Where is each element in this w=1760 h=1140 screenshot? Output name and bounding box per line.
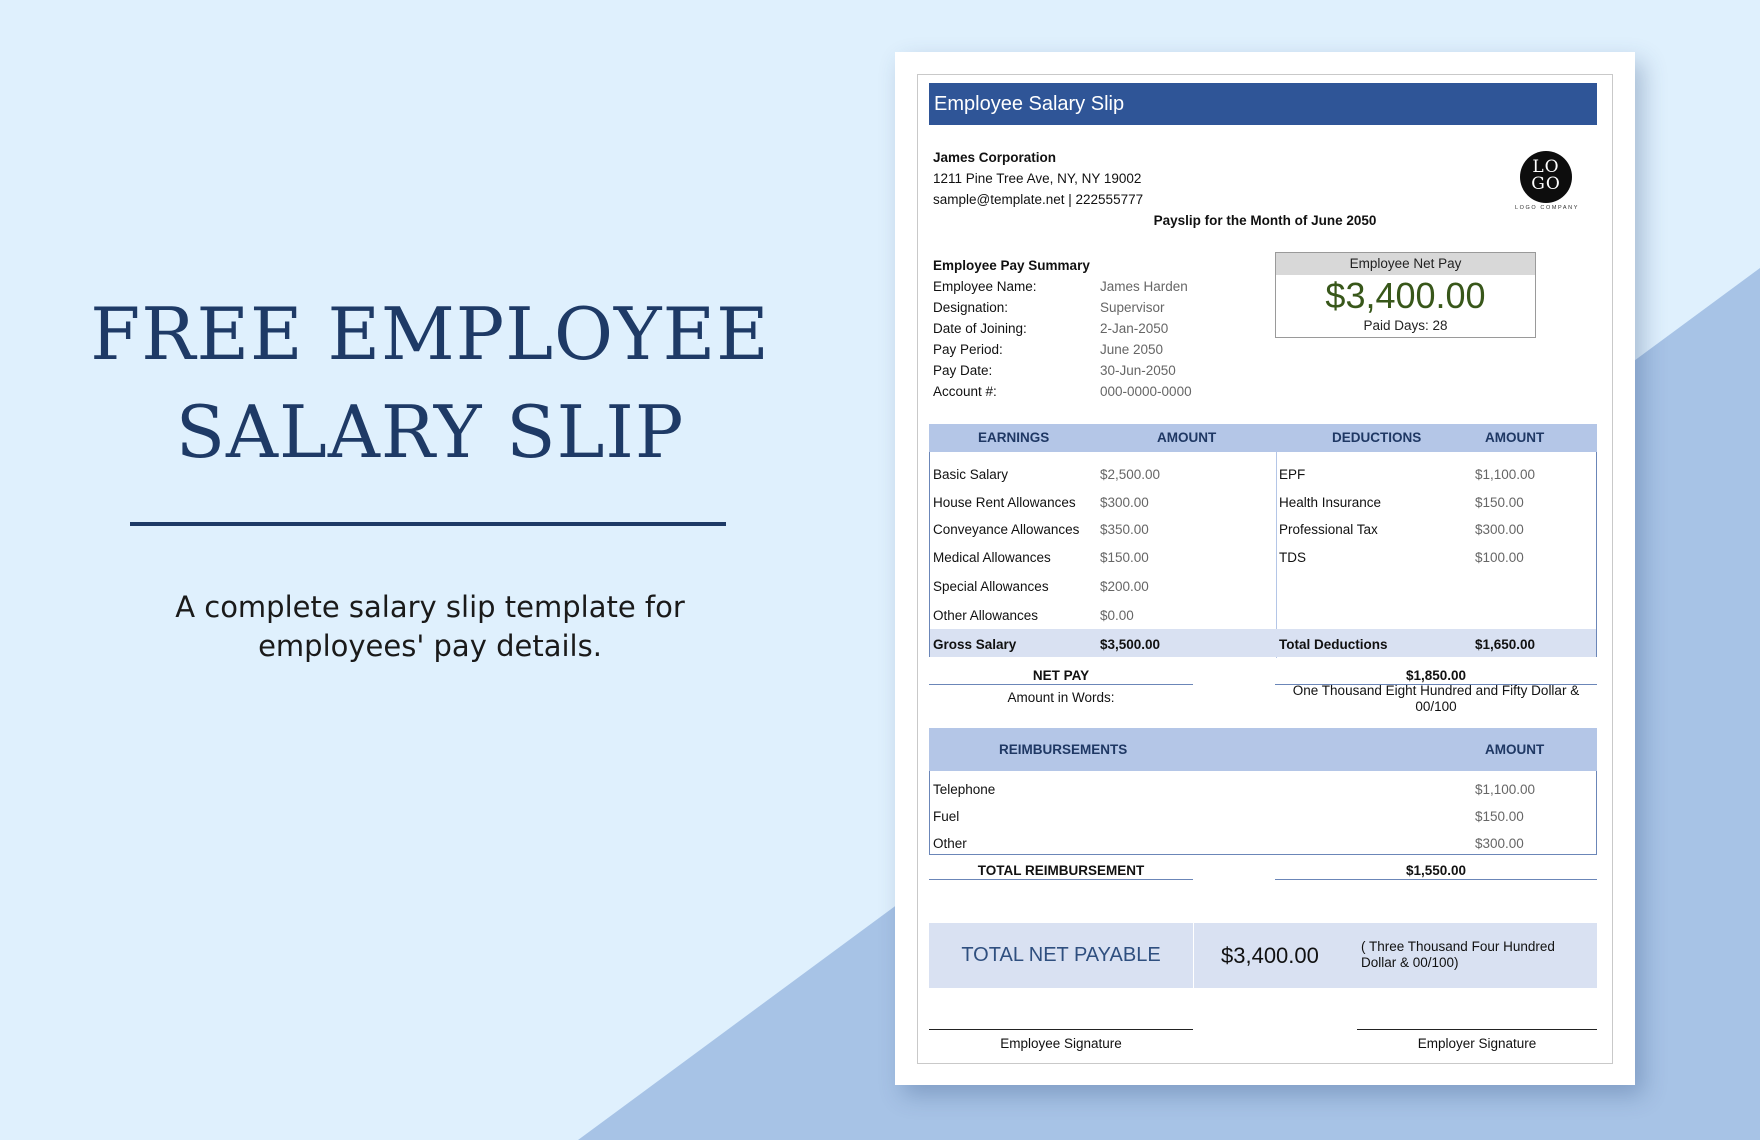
table-divider (1276, 452, 1277, 658)
earning-label: Basic Salary (933, 467, 1009, 482)
earning-label: Special Allowances (933, 579, 1049, 594)
summary-label-name: Employee Name: (933, 279, 1037, 294)
earning-amount: $150.00 (1100, 550, 1149, 565)
company-name: James Corporation (933, 150, 1057, 165)
deduction-amount: $300.00 (1475, 522, 1524, 537)
net-pay-box-paid-days: Paid Days: 28 (1363, 318, 1448, 333)
earnings-header: EARNINGS (978, 430, 1050, 445)
employer-signature-line (1357, 1029, 1597, 1030)
summary-label-period: Pay Period: (933, 342, 1003, 357)
summary-value-joining: 2-Jan-2050 (1100, 321, 1169, 336)
logo-caption: LOGO COMPANY (1514, 205, 1580, 211)
amount-in-words-label: Amount in Words: (1007, 690, 1115, 705)
deduction-label: TDS (1279, 550, 1306, 565)
summary-value-paydate: 30-Jun-2050 (1100, 363, 1176, 378)
amount-in-words-line1: One Thousand Eight Hundred and Fifty Dollar & (1292, 683, 1580, 698)
earning-amount: $2,500.00 (1100, 467, 1161, 482)
deduction-label: Professional Tax (1279, 522, 1378, 537)
amount-in-words-line2: 00/100 (1415, 699, 1457, 714)
gross-salary-amount: $3,500.00 (1100, 637, 1161, 652)
deduction-label: EPF (1279, 467, 1306, 482)
summary-value-period: June 2050 (1100, 342, 1164, 357)
earning-amount: $350.00 (1100, 522, 1149, 537)
summary-label-designation: Designation: (933, 300, 1009, 315)
total-net-payable-amount: $3,400.00 (1221, 943, 1319, 968)
slip-header: Employee Salary Slip (929, 83, 1597, 125)
total-net-payable-words-line1: ( Three Thousand Four Hundred (1361, 939, 1555, 954)
reimbursement-amount: $150.00 (1475, 809, 1524, 824)
earning-label: Medical Allowances (933, 550, 1051, 565)
reimbursement-amount: $1,100.00 (1475, 782, 1536, 797)
promo-title-line1: FREE EMPLOYEE (90, 292, 770, 376)
earning-label: Other Allowances (933, 608, 1039, 623)
summary-value-account: 000-0000-0000 (1100, 384, 1192, 399)
total-reimbursement-amount: $1,550.00 (1405, 863, 1467, 878)
net-pay-box-amount: $3,400.00 (1325, 275, 1486, 316)
net-pay-amount: $1,850.00 (1405, 668, 1467, 683)
employee-signature-label: Employee Signature (1000, 1036, 1122, 1051)
net-pay-label: NET PAY (1032, 668, 1090, 683)
total-net-payable-words (1361, 939, 1555, 971)
summary-value-name: James Harden (1100, 279, 1188, 294)
reimbursement-label: Telephone (933, 782, 996, 797)
promo-subtitle-line2: employees' pay details. (258, 629, 602, 663)
promo-subtitle-line1: A complete salary slip template for (175, 590, 685, 624)
summary-value-designation: Supervisor (1100, 300, 1165, 315)
deduction-amount: $150.00 (1475, 495, 1524, 510)
company-contact: sample@template.net | 222555777 (933, 192, 1144, 207)
total-reimbursement-underline (929, 879, 1193, 880)
summary-label-paydate: Pay Date: (933, 363, 993, 378)
summary-label-account: Account #: (933, 384, 997, 399)
deductions-amount-header: AMOUNT (1485, 430, 1545, 445)
earning-label: Conveyance Allowances (933, 522, 1080, 537)
reimbursements-header: REIMBURSEMENTS (999, 742, 1128, 757)
total-deductions-amount: $1,650.00 (1475, 637, 1536, 652)
logo-line2: GO (1531, 174, 1561, 194)
net-pay-box-heading: Employee Net Pay (1276, 253, 1535, 275)
net-pay-underline (929, 684, 1193, 685)
summary-label-joining: Date of Joining: (933, 321, 1027, 336)
deduction-amount: $100.00 (1475, 550, 1524, 565)
earning-amount: $300.00 (1100, 495, 1149, 510)
promo-subtitle (150, 588, 710, 666)
promo-title (90, 285, 770, 481)
earnings-amount-header: AMOUNT (1157, 430, 1217, 445)
promo-divider (130, 522, 726, 526)
total-net-payable-words-line2: Dollar & 00/100) (1361, 955, 1459, 970)
company-logo (1520, 151, 1572, 203)
total-reimbursement-amount-underline (1275, 879, 1597, 880)
amount-in-words-value (1275, 683, 1597, 715)
reimbursement-label: Fuel (933, 809, 960, 824)
total-reimbursement-label: TOTAL REIMBURSEMENT (977, 863, 1145, 878)
employee-signature-line (929, 1029, 1193, 1030)
net-pay-box (1275, 252, 1536, 338)
salary-slip-document (895, 52, 1635, 1085)
earning-amount: $200.00 (1100, 579, 1149, 594)
earning-amount: $0.00 (1100, 608, 1134, 623)
total-net-payable-separator (1193, 923, 1194, 988)
payslip-month: Payslip for the Month of June 2050 (1153, 213, 1377, 228)
reimbursement-label: Other (933, 836, 967, 851)
employer-signature-label: Employer Signature (1417, 1036, 1537, 1051)
reimbursements-amount-header: AMOUNT (1485, 742, 1545, 757)
logo-line1: LO (1532, 157, 1560, 177)
gross-salary-label: Gross Salary (933, 637, 1017, 652)
promo-title-line2: SALARY SLIP (175, 390, 685, 474)
total-net-payable-label: TOTAL NET PAYABLE (961, 944, 1161, 966)
reimbursement-amount: $300.00 (1475, 836, 1524, 851)
deductions-header: DEDUCTIONS (1332, 430, 1422, 445)
earning-label: House Rent Allowances (933, 495, 1076, 510)
deduction-amount: $1,100.00 (1475, 467, 1536, 482)
deduction-label: Health Insurance (1279, 495, 1382, 510)
total-deductions-label: Total Deductions (1279, 637, 1388, 652)
pay-summary-heading: Employee Pay Summary (933, 258, 1090, 273)
company-address: 1211 Pine Tree Ave, NY, NY 19002 (933, 171, 1142, 186)
